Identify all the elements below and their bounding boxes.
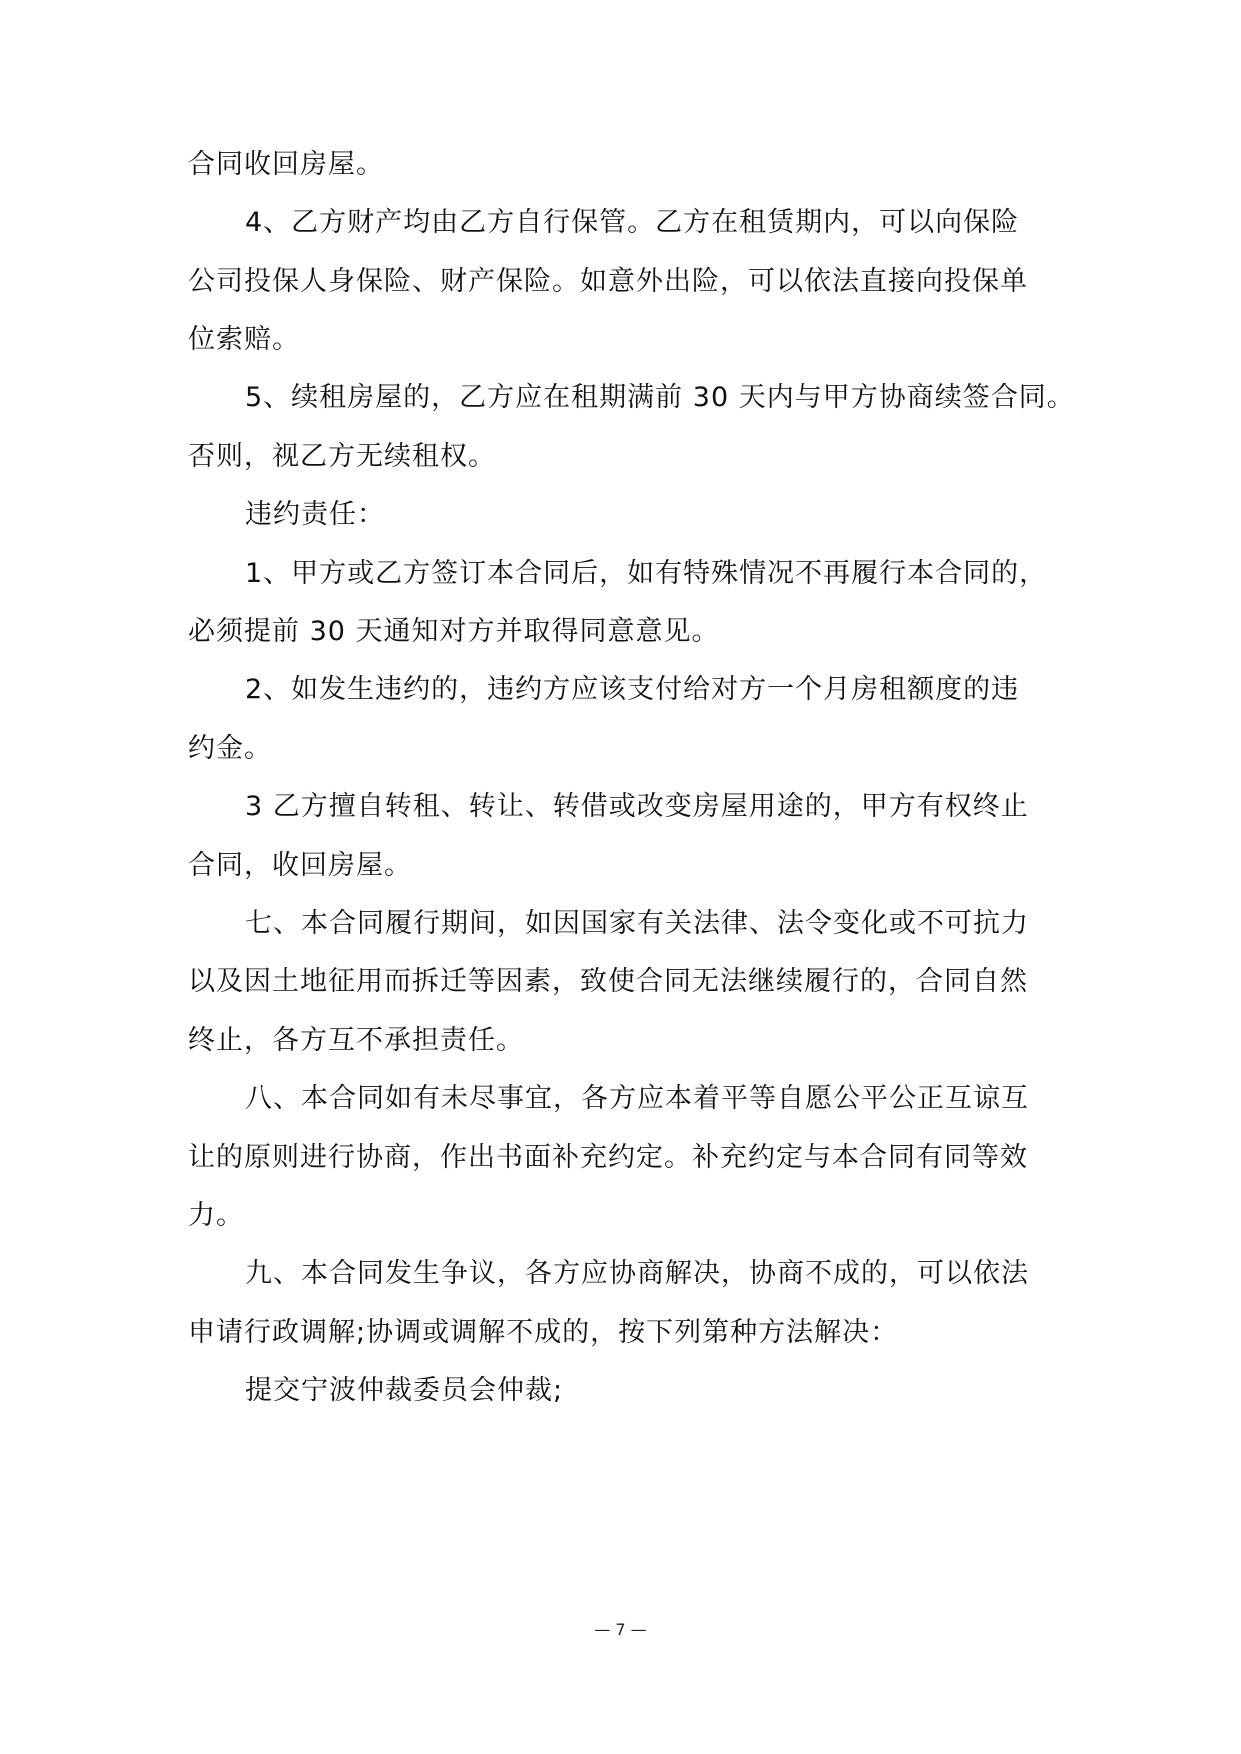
body-line: 公司投保人身保险、财产保险。如意外出险，可以依法直接向投保单 (188, 266, 1028, 297)
body-line: 申请行政调解;协调或调解不成的，按下列第种方法解决： (188, 1317, 899, 1348)
clause-9-line: 九、本合同发生争议，各方应协商解决，协商不成的，可以依法 (245, 1258, 1029, 1289)
body-line: 以及因土地征用而拆迁等因素，致使合同无法继续履行的，合同自然 (188, 966, 1028, 997)
body-line: 否则，视乙方无续租权。 (188, 441, 496, 472)
body-line: 合同，收回房屋。 (188, 850, 412, 881)
paragraph-5-line: 5、续租房屋的，乙方应在租期满前 30 天内与甲方协商续签合同。 (245, 382, 1075, 413)
paragraph-4-line: 4、乙方财产均由乙方自行保管。乙方在租赁期内，可以向保险 (245, 207, 1020, 238)
clause-7-line: 七、本合同履行期间，如因国家有关法律、法令变化或不可抗力 (245, 908, 1029, 939)
body-line: 终止，各方互不承担责任。 (188, 1025, 524, 1056)
clause-8-line: 八、本合同如有未尽事宜，各方应本着平等自愿公平公正互谅互 (245, 1083, 1029, 1114)
page-number: — 7 — (594, 1620, 647, 1639)
arbitration-line: 提交宁波仲裁委员会仲裁; (245, 1375, 564, 1406)
paragraph-2-line: 2、如发生违约的，违约方应该支付给对方一个月房租额度的违 (245, 674, 1020, 705)
body-line: 让的原则进行协商，作出书面补充约定。补充约定与本合同有同等效 (188, 1142, 1028, 1173)
body-line: 位索赔。 (188, 324, 300, 355)
paragraph-3-line: 3 乙方擅自转租、转让、转借或改变房屋用途的，甲方有权终止 (245, 791, 1029, 822)
body-line: 必须提前 30 天通知对方并取得同意意见。 (188, 616, 720, 647)
body-line: 力。 (188, 1200, 244, 1231)
section-heading-breach-liability: 违约责任： (245, 499, 385, 530)
paragraph-1-line: 1、甲方或乙方签订本合同后，如有特殊情况不再履行本合同的， (245, 558, 1048, 589)
body-line: 合同收回房屋。 (188, 149, 384, 180)
body-line: 约金。 (188, 733, 272, 764)
